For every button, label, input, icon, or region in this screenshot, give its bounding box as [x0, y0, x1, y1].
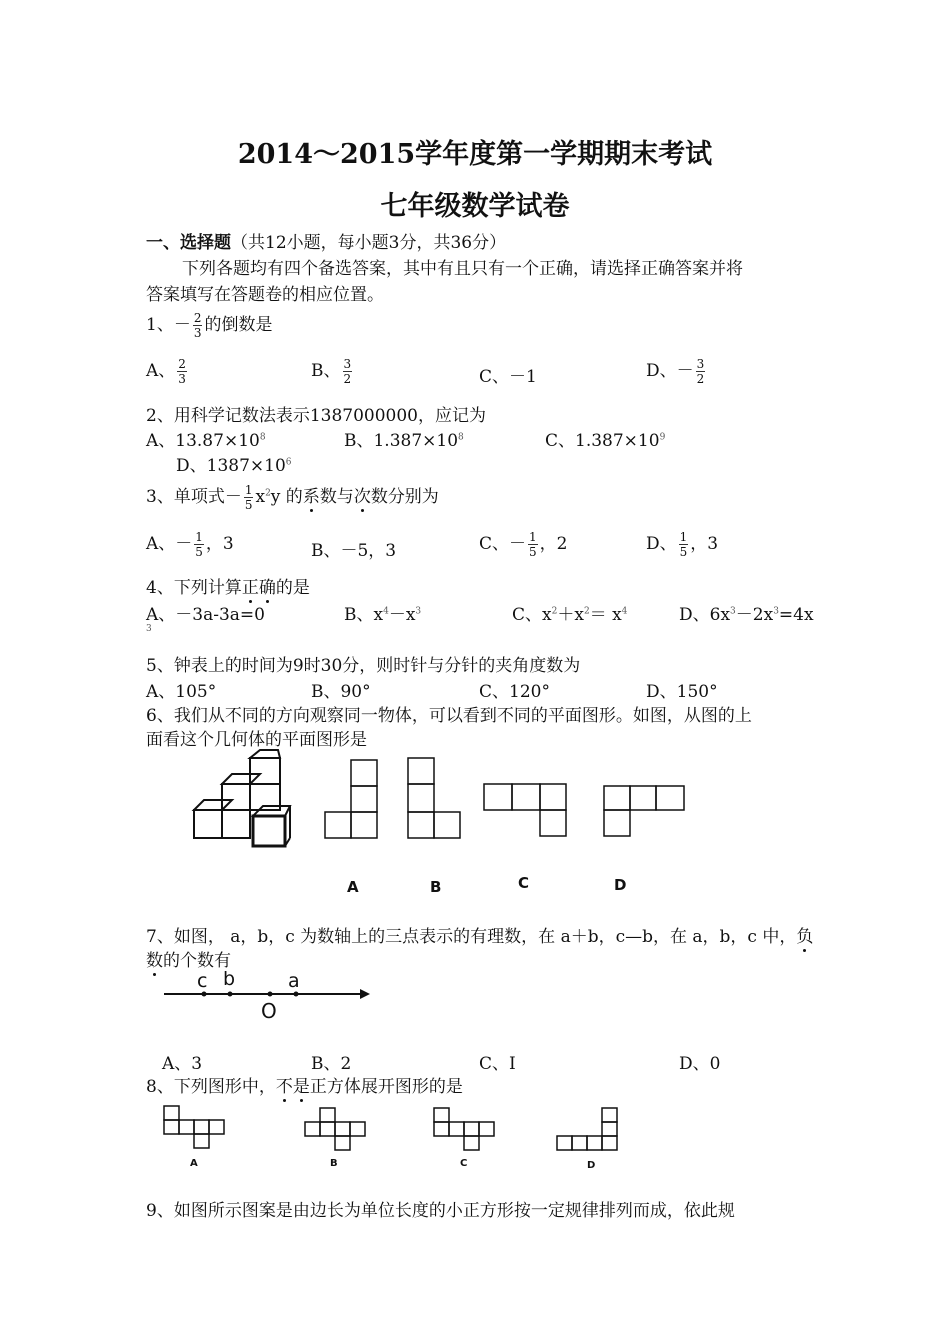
q8-net-a [164, 1106, 224, 1148]
q5-option-c: C、120° [479, 682, 550, 702]
q1-a-label: A、 [146, 361, 176, 381]
q3-suffix: 分别为 [387, 487, 439, 507]
q3-var1: x [255, 487, 266, 507]
q3-a-tail: ，3 [205, 534, 234, 554]
q3-emph-1: 系 [302, 487, 320, 507]
q3-exp: 2 [265, 488, 271, 499]
question-5: 5、钟表上的时间为9时30分，则时针与分针的夹角度数为 [146, 656, 581, 676]
label-b: b [223, 968, 236, 990]
q3-d-tail: ，3 [690, 534, 719, 554]
label-c: c [197, 970, 208, 992]
q4-c-exp2: 2 [583, 606, 590, 617]
q3-c-tail: ，2 [539, 534, 568, 554]
q2-option-b [344, 426, 464, 451]
q4-prefix: 4、下列计算 [146, 578, 242, 598]
q7-number-line [160, 966, 380, 1026]
q1-d-fraction [696, 357, 706, 386]
q4-d-1: D、6x [679, 605, 731, 625]
q2-c-exp: 9 [659, 432, 666, 443]
q8-prefix: 8、下列图形中， [146, 1077, 276, 1097]
question-2: 2、用科学记数法表示1387000000，应记为 [146, 406, 486, 426]
q3-d-den: 5 [679, 545, 688, 559]
q4-c-exp1: 2 [551, 606, 558, 617]
q3-a-den: 5 [195, 545, 203, 559]
q4-b-2: －x [388, 605, 416, 625]
q7-emph-2: 数 [146, 951, 163, 971]
q8-suffix: 正方体展开图形的是 [309, 1077, 463, 1097]
q7-option-c: C、I [479, 1054, 516, 1074]
q1-option-a [146, 356, 189, 386]
q8-emph-2: 是 [292, 1077, 310, 1097]
q1-prefix: 1、－ [146, 315, 191, 335]
q3-option-c [479, 529, 567, 559]
q2-option-c [545, 426, 665, 451]
point-a [294, 992, 299, 997]
q3-option-a [146, 529, 234, 559]
q6-label-d: D [614, 876, 627, 894]
q1-option-b [311, 356, 354, 386]
q3-a-num: 1 [195, 530, 203, 544]
q3-den: 5 [244, 498, 253, 512]
section-heading [146, 228, 506, 253]
q3-option-d [646, 529, 718, 559]
q1-d-label: D、－ [646, 361, 694, 381]
q1-option-c: C、－1 [479, 367, 537, 387]
q8-net-b [305, 1108, 365, 1150]
q3-prefix: 3、单项式－ [146, 487, 242, 507]
question-1 [146, 310, 272, 340]
q4-d-3: =4x [778, 605, 814, 625]
q3-c-den: 5 [529, 545, 537, 559]
q7-option-a: A、3 [162, 1054, 203, 1074]
q1-a-den: 3 [178, 372, 186, 386]
question-6-line-2: 面看这个几何体的平面图形是 [146, 730, 367, 750]
q7-emph-1: 负 [796, 927, 814, 947]
q3-c-fraction [528, 530, 538, 559]
q6-option-a-shape [325, 760, 377, 838]
q4-option-d [679, 600, 814, 625]
q3-mid1: 数与 [319, 487, 354, 507]
q5-option-d: D、150° [646, 682, 718, 702]
q8-figure [150, 1100, 630, 1175]
q3-mid2: 数 [370, 487, 388, 507]
q3-a-fraction [194, 530, 204, 559]
q2-option-a [146, 426, 266, 451]
q4-c-2: ＋x [557, 605, 584, 625]
q7-option-d: D、0 [679, 1054, 721, 1074]
q8-net-c [434, 1108, 494, 1150]
q2-a-exp: 8 [259, 432, 266, 443]
q5-option-b: B、90° [311, 682, 371, 702]
instruction-line-2: 答案填写在答题卷的相应位置。 [146, 285, 384, 305]
axis-arrow-icon [360, 989, 370, 999]
q2-a-text: A、13.87×10 [146, 431, 260, 451]
q1-option-d [646, 356, 707, 386]
q6-label-a: A [347, 878, 359, 896]
q1-num: 2 [193, 311, 202, 325]
q2-d-text: D、1387×10 [176, 456, 286, 476]
q6-label-c: C [518, 874, 530, 892]
q3-num: 1 [244, 483, 253, 497]
q5-option-a: A、105° [146, 682, 217, 702]
q6-option-d-shape [604, 786, 684, 836]
q8-label-c: C [460, 1158, 468, 1169]
q2-d-exp: 6 [285, 457, 292, 468]
q7-option-b: B、2 [311, 1054, 352, 1074]
q3-c-label: C、－ [479, 534, 527, 554]
q4-b-exp2: 3 [415, 606, 422, 617]
q1-den: 3 [193, 326, 202, 340]
q1-d-num: 3 [696, 357, 705, 371]
q1-b-label: B、 [311, 361, 341, 381]
question-4 [146, 573, 310, 598]
q4-c-3: ＝ x [589, 605, 622, 625]
q8-emph-1: 不 [275, 1077, 293, 1097]
q4-c-exp3: 4 [621, 606, 628, 617]
q4-d-2: －2x [735, 605, 774, 625]
q2-b-text: B、1.387×10 [344, 431, 459, 451]
exam-title: 2014～2015学年度第一学期期末考试 [237, 139, 713, 170]
q1-a-num: 2 [178, 357, 186, 371]
label-a: a [288, 970, 300, 992]
q4-d-exp1: 3 [730, 606, 736, 617]
q1-a-fraction [177, 357, 187, 386]
q7-line1-text: 7、如图， a，b，c 为数轴上的三点表示的有理数，在 a＋b，c—b，在 a，b，c 中， [146, 927, 797, 947]
q1-suffix: 的倒数是 [204, 315, 273, 335]
q6-option-c-shape [484, 784, 566, 836]
q3-a-label: A、－ [146, 534, 193, 554]
q1-fraction [193, 311, 203, 340]
point-c [202, 992, 207, 997]
q4-b-exp1: 4 [383, 606, 389, 617]
q4-c-1: C、x [512, 605, 552, 625]
section-label: 一、选择题 [146, 233, 231, 253]
q4-b-1: B、x [344, 605, 384, 625]
q3-d-num: 1 [679, 530, 688, 544]
q4-suffix: 的是 [275, 578, 310, 598]
q4-option-b [344, 600, 421, 625]
q8-label-a: A [190, 1158, 198, 1169]
q4-option-a: A、－3a-3a=0 [146, 605, 265, 625]
q1-d-den: 2 [696, 372, 705, 386]
q3-emph-2: 次 [353, 487, 371, 507]
label-o: O [261, 999, 277, 1023]
q8-label-b: B [330, 1158, 338, 1169]
q7-line2-text: 的个数有 [163, 951, 231, 971]
q2-b-exp: 8 [458, 432, 464, 443]
question-9: 9、如图所示图案是由边长为单位长度的小正方形按一定规律排列而成，依此规 [146, 1201, 735, 1221]
question-6-line-1: 6、我们从不同的方向观察同一物体，可以看到不同的平面图形。如图，从图的上 [146, 706, 752, 726]
q3-var2: y 的 [270, 487, 303, 507]
q3-option-b: B、－5，3 [311, 541, 397, 561]
q3-d-fraction [679, 530, 689, 559]
q2-c-text: C、1.387×10 [545, 431, 660, 451]
q8-label-d: D [587, 1160, 596, 1171]
q8-net-d [557, 1108, 617, 1150]
q1-b-den: 2 [343, 372, 352, 386]
q4-option-c [512, 600, 627, 625]
instruction-line-1: 下列各题均有四个备选答案，其中有且只有一个正确，请选择正确答案并将 [182, 259, 743, 279]
q3-c-num: 1 [529, 530, 537, 544]
question-3 [146, 482, 439, 512]
q4-emph-1: 正 [241, 578, 259, 598]
q4-emph-2: 确 [258, 578, 276, 598]
q6-option-b-shape [408, 758, 460, 838]
question-7-line-1 [146, 922, 813, 947]
q6-label-b: B [430, 878, 442, 896]
q3-fraction [244, 483, 254, 512]
question-8 [146, 1072, 463, 1097]
point-b [228, 992, 233, 997]
q1-b-fraction [343, 357, 353, 386]
q2-option-d [176, 451, 292, 476]
section-note: （共12小题，每小题3分，共36分） [231, 233, 507, 253]
point-o [268, 992, 273, 997]
q6-solid [194, 750, 290, 846]
q1-b-num: 3 [343, 357, 352, 371]
q4-d-exp2: 3 [773, 606, 779, 617]
exam-subtitle: 七年级数学试卷 [380, 191, 570, 222]
q3-d-label: D、 [646, 534, 677, 554]
q4-d-exp-wrap: 3 [146, 624, 152, 634]
